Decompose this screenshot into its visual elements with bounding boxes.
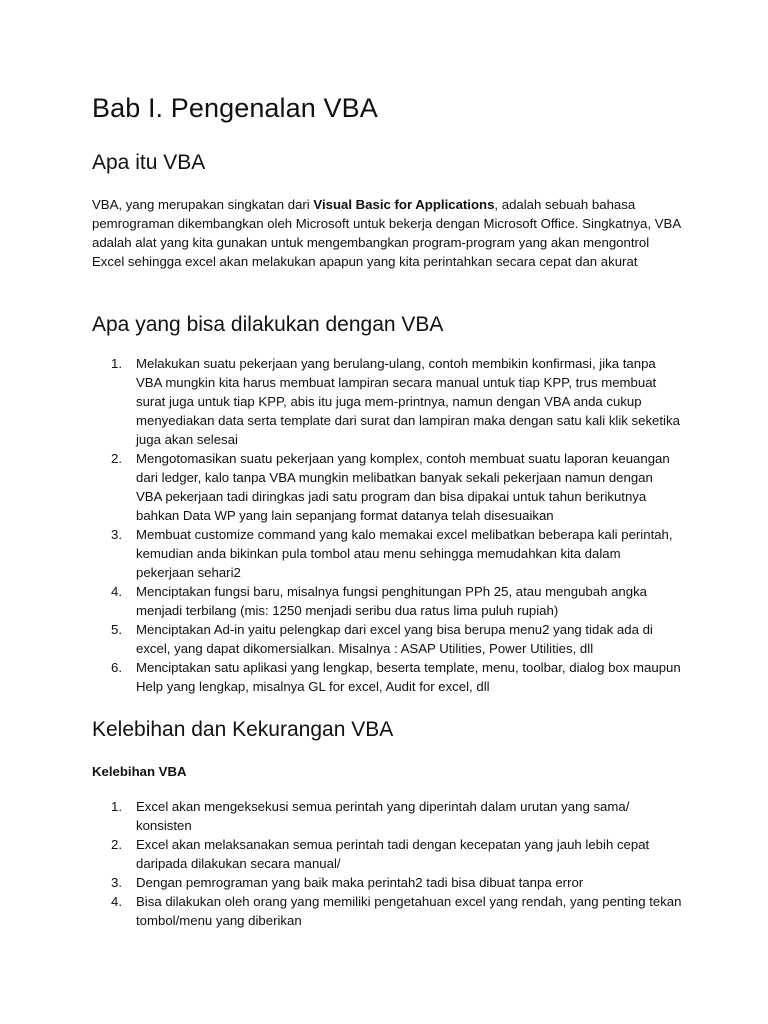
list-item: 1. Melakukan suatu pekerjaan yang berulang-ulang, contoh membikin konfirmasi, jika tanpa VBA mungkin kita harus membuat lampiran secara manual untuk tiap KPP, trus membuat surat juga untuk tiap KPP, abis itu juga mem-printnya, namun dengan VBA anda cukup menyediakan data serta template dari surat dan lampiran maka dengan satu kali klik seketika juga akan selesai bbox=[111, 356, 680, 447]
kegunaan-list bbox=[92, 354, 682, 696]
section-heading-kelebihan-kekurangan: Kelebihan dan Kekurangan VBA bbox=[92, 718, 394, 741]
list-item: 1. Excel akan mengeksekusi semua perintah yang diperintah dalam urutan yang sama/ konsisten bbox=[111, 799, 630, 833]
bold-term: Visual Basic for Applications bbox=[313, 197, 495, 212]
intro-paragraph: VBA, yang merupakan singkatan dari Visual Basic for Applications, adalah sebuah bahasa pemrograman dikembangkan oleh Microsoft untuk bekerja dengan Microsoft Office. Singkatnya, VBA adalah alat yang kita gunakan untuk mengembangkan program-program yang akan mengontrol Excel sehingga excel akan melakukan apapun yang kita perintahkan secara cepat dan akurat bbox=[92, 197, 681, 269]
section-heading-apa-itu-vba: Apa itu VBA bbox=[92, 151, 206, 174]
list-item: 5. Menciptakan Ad-in yaitu pelengkap dari excel yang bisa berupa menu2 yang tidak ada di excel, yang dapat dikomersialkan. Misalnya : ASAP Utilities, Power Utilities, dll bbox=[111, 622, 653, 656]
list-item: 6. Menciptakan satu aplikasi yang lengkap, beserta template, menu, toolbar, dialog box maupun Help yang lengkap, misalnya GL for excel, Audit for excel, dll bbox=[111, 660, 681, 694]
list-item: 3. Dengan pemrograman yang baik maka perintah2 tadi bisa dibuat tanpa error bbox=[111, 875, 584, 890]
list-item: 2. Excel akan melaksanakan semua perintah tadi dengan kecepatan yang jauh lebih cepat daripada dilakukan secara manual/ bbox=[111, 837, 650, 871]
list-item: 4. Bisa dilakukan oleh orang yang memiliki pengetahuan excel yang rendah, yang penting tekan tombol/menu yang diberikan bbox=[111, 894, 682, 928]
subheading-kelebihan: Kelebihan VBA bbox=[92, 764, 187, 779]
section-heading-kegunaan: Apa yang bisa dilakukan dengan VBA bbox=[92, 313, 444, 336]
page-title: Bab I. Pengenalan VBA bbox=[92, 93, 378, 123]
list-item: 4. Menciptakan fungsi baru, misalnya fungsi penghitungan PPh 25, atau mengubah angka menjadi terbilang (mis: 1250 menjadi seribu dua ratus lima puluh rupiah) bbox=[111, 584, 648, 618]
kelebihan-list bbox=[92, 797, 682, 930]
list-item: 2. Mengotomasikan suatu pekerjaan yang komplex, contoh membuat suatu laporan keuangan dari ledger, kalo tanpa VBA mungkin melibatkan banyak sekali pekerjaan namun dengan VBA pekerjaan tadi diringkas jadi satu program dan bisa dipakai untuk tahun berikutnya bahkan Data WP yang lain sepanjang format datanya telah disesuaikan bbox=[111, 451, 670, 523]
list-item: 3. Membuat customize command yang kalo memakai excel melibatkan beberapa kali perintah, kemudian anda bikinkan pula tombol atau menu sehingga memudahkan kita dalam pekerjaan sehari2 bbox=[111, 527, 673, 580]
